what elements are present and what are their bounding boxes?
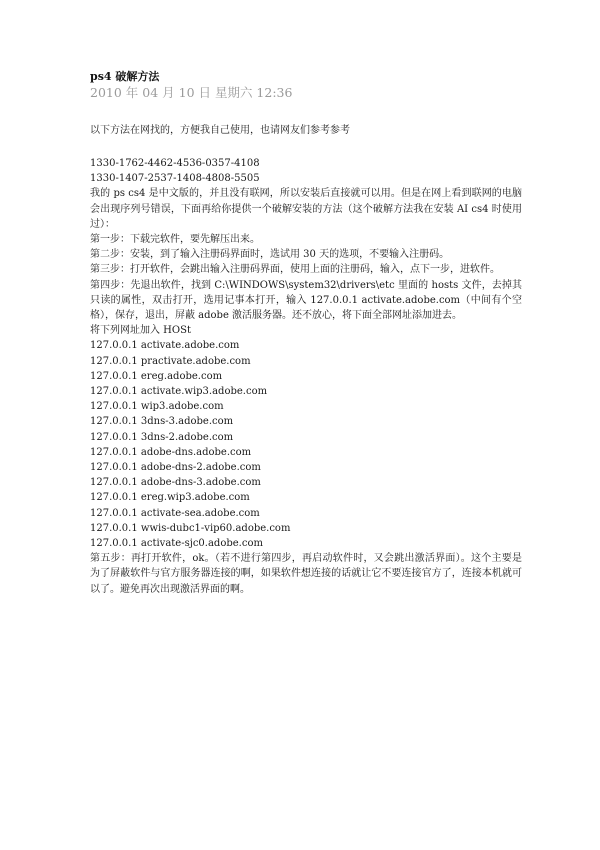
hosts-entry: 127.0.0.1 ereg.adobe.com — [90, 370, 223, 382]
step-5: 第五步：再打开软件，ok。（若不进行第四步，再启动软件时，又会跳出激活界面）。这个主要是为了屏蔽软件与官方服务器连接的啊，如果软件想连接的话就让它不要连接官方了，连接本机就可以了。避免再次出现激活界面的啊。 — [90, 553, 522, 595]
hosts-entry: 127.0.0.1 activate.adobe.com — [90, 340, 240, 352]
step-4: 第四步：先退出软件，找到 C:\WINDOWS\system32\drivers\etc 里面的 hosts 文件，去掉其只读的属性，双击打开，选用记事本打开，输入 127.0.0.1 activate.adobe.com（中间有个空格），保存，退出，屏蔽 adobe 激活服务器。还不放心，将下面全部网址添加进去。 — [90, 279, 522, 322]
hosts-entry: 127.0.0.1 activate.wip3.adobe.com — [90, 386, 268, 398]
serial-number: 1330-1762-4462-4536-0357-4108 — [90, 158, 260, 169]
hosts-entry: 127.0.0.1 3dns-3.adobe.com — [90, 416, 234, 428]
note-paragraph: 我的 ps cs4 是中文版的，并且没有联网，所以安装后直接就可以用。但是在网上看到联网的电脑会出现序列号错误，下面再给你提供一个破解安装的方法（这个破解方法我在安装 AI cs4 时使用过）： — [90, 188, 522, 230]
hosts-entry: 127.0.0.1 adobe-dns-3.adobe.com — [90, 477, 261, 489]
post-title: ps4 破解方法 — [90, 70, 160, 83]
hosts-entry: 127.0.0.1 activate-sea.adobe.com — [90, 507, 260, 519]
document-page — [90, 70, 522, 597]
hosts-entry: 127.0.0.1 practivate.adobe.com — [90, 355, 251, 367]
step-1: 第一步：下载完软件，要先解压出来。 — [90, 234, 260, 246]
post-date: 2010 年 04 月 10 日 星期六 12:36 — [90, 85, 293, 100]
hosts-entry: 127.0.0.1 wip3.adobe.com — [90, 401, 224, 413]
hosts-entry: 127.0.0.1 adobe-dns.adobe.com — [90, 446, 252, 458]
hosts-entry: 127.0.0.1 3dns-2.adobe.com — [90, 431, 234, 443]
serial-number: 1330-1407-2537-1408-4808-5505 — [90, 173, 260, 185]
step-2: 第二步：安装，到了输入注册码界面时，选试用 30 天的选项，不要输入注册码。 — [90, 249, 450, 261]
step-3: 第三步：打开软件，会跳出输入注册码界面，使用上面的注册码，输入，点下一步，进软件。 — [90, 264, 500, 276]
hosts-list — [90, 338, 522, 551]
intro-text: 以下方法在网找的，方便我自己使用，也请网友们参考参考 — [90, 125, 350, 136]
hosts-entry: 127.0.0.1 activate-sjc0.adobe.com — [90, 538, 263, 550]
hosts-entry: 127.0.0.1 wwis-dubc1-vip60.adobe.com — [90, 522, 291, 534]
hosts-label: 将下列网址加入 HOSt — [90, 325, 191, 337]
serial-list — [90, 156, 522, 186]
hosts-entry: 127.0.0.1 ereg.wip3.adobe.com — [90, 492, 250, 504]
hosts-entry: 127.0.0.1 adobe-dns-2.adobe.com — [90, 462, 261, 474]
